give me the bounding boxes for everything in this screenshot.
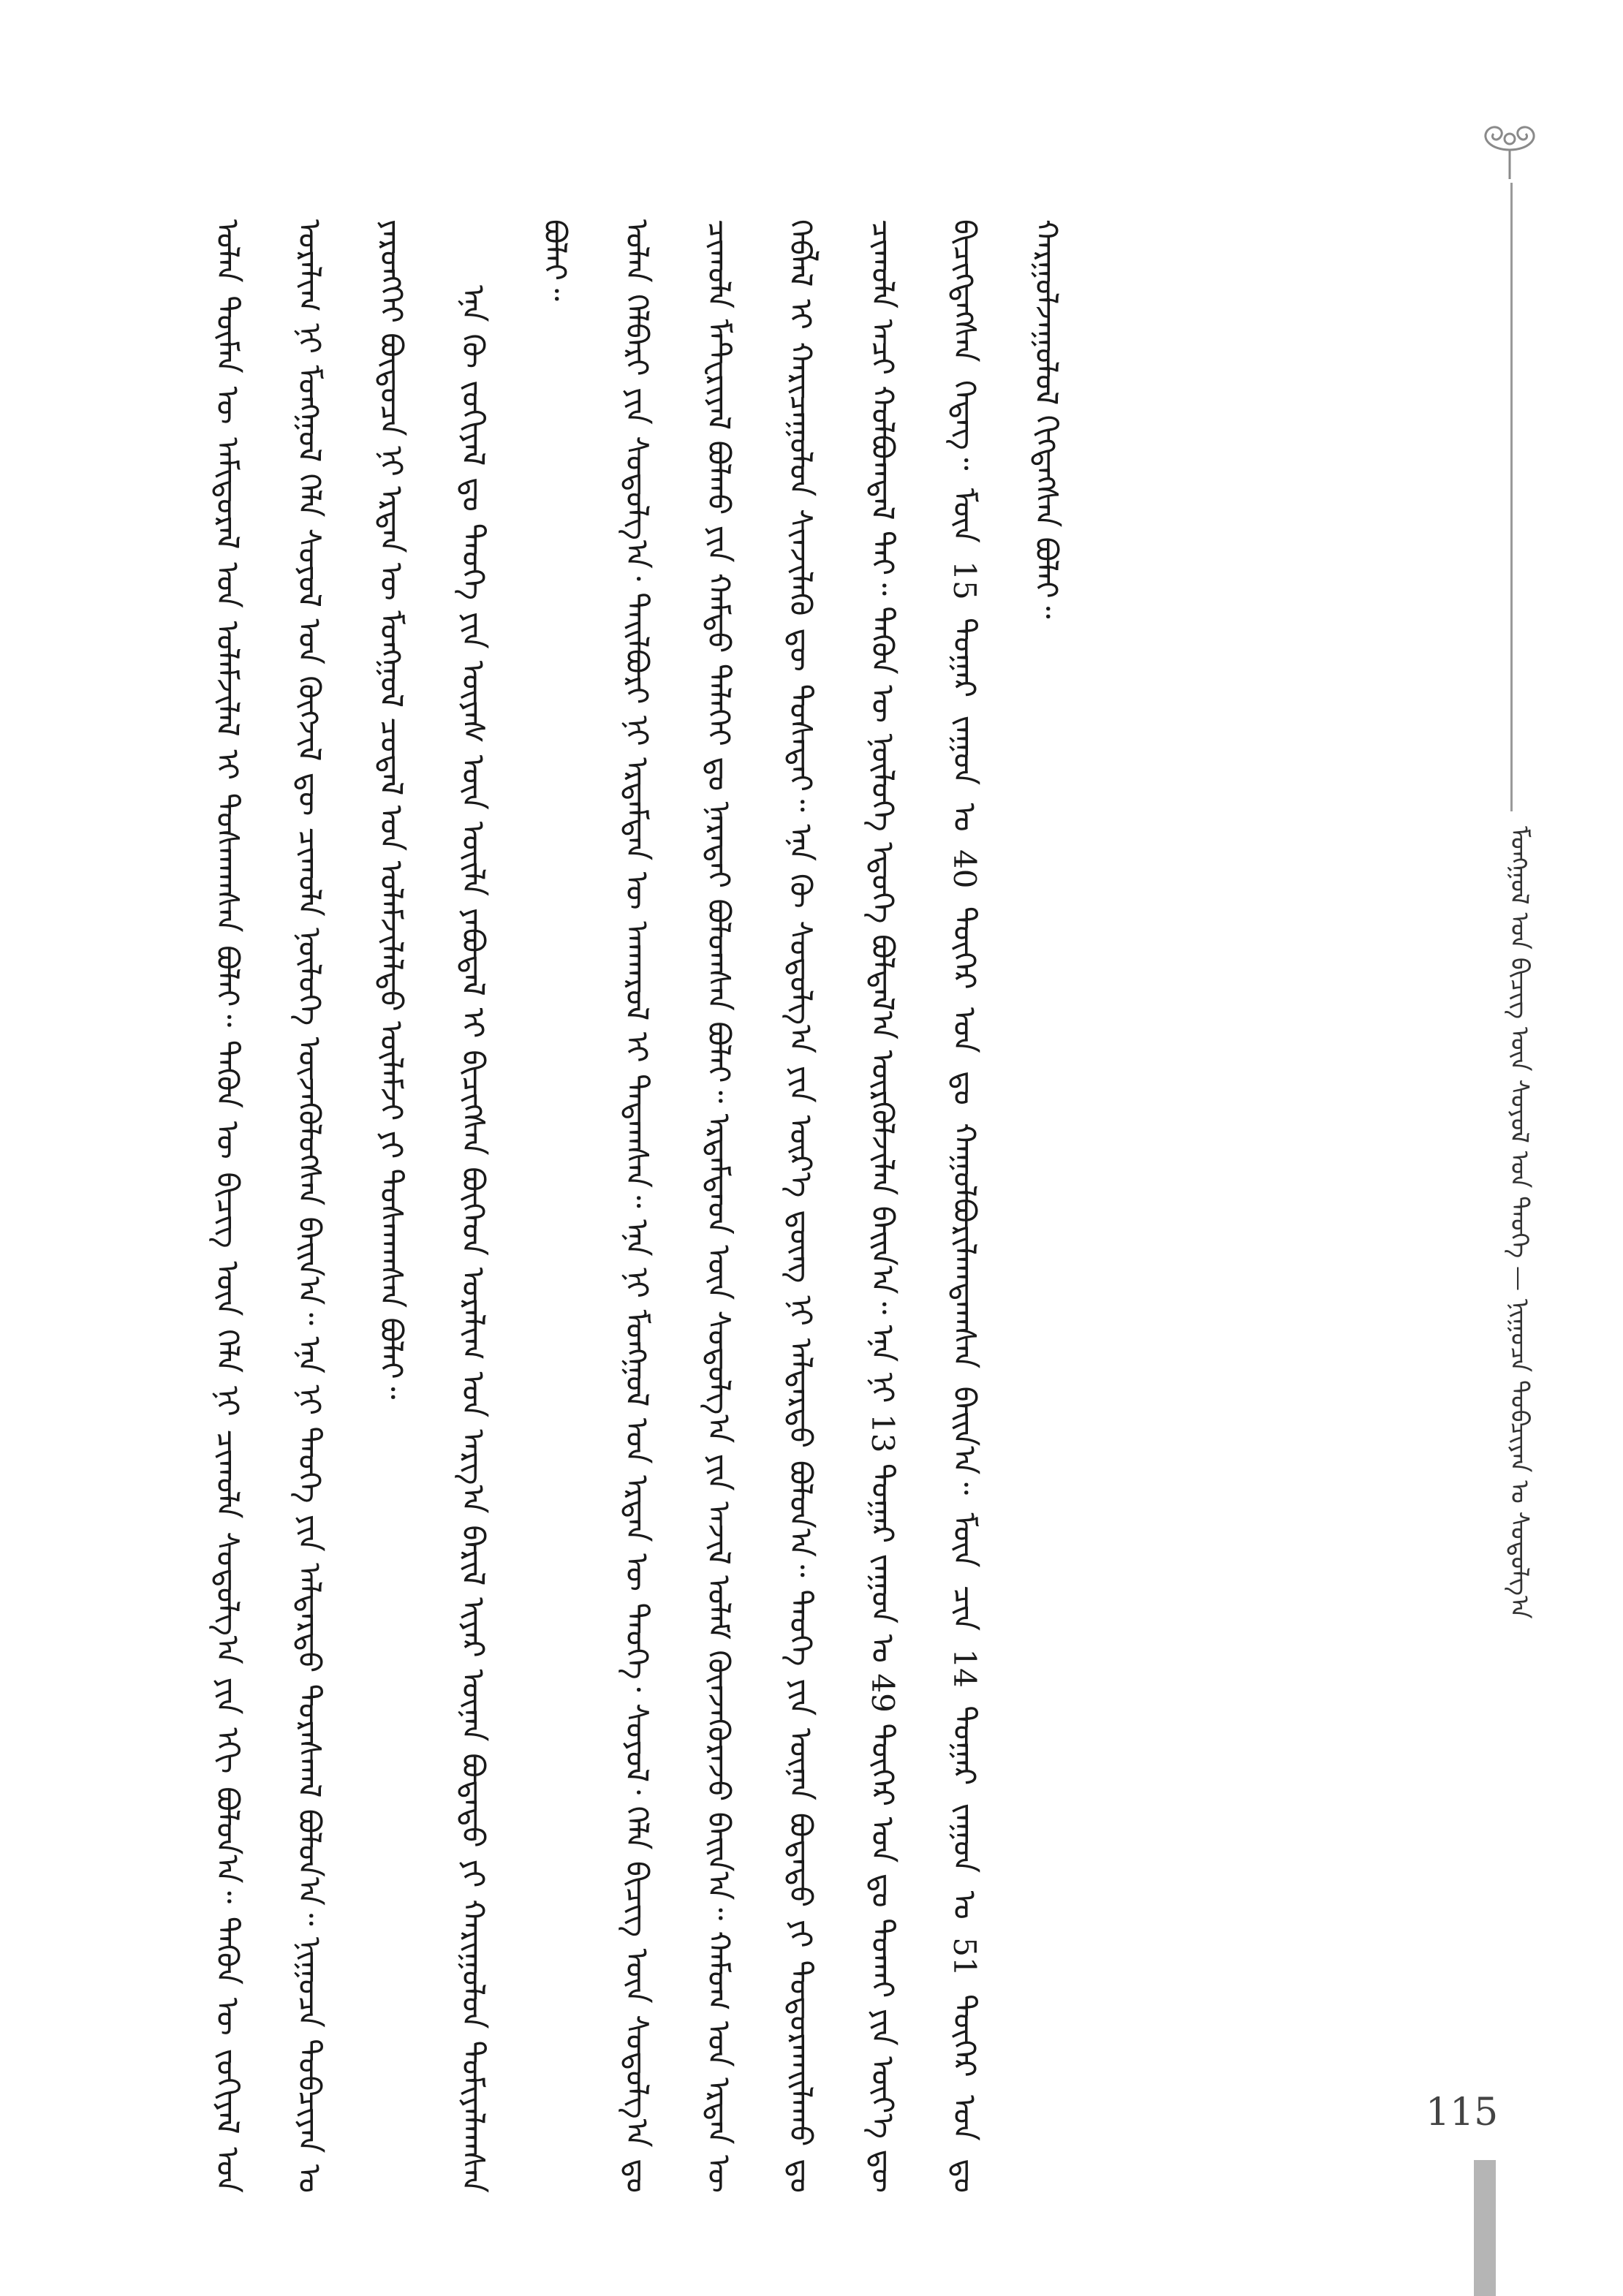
edge-tab [1474, 2160, 1496, 2296]
body-text [186, 219, 1349, 2193]
page-number: 115 [1426, 2091, 1499, 2134]
paragraph-1: ᠣᠯᠠᠨ ᠲᠦᠮᠡᠨ ᠦ ᠠᠮᠢᠳᠤᠷᠠᠯ ᠤᠨ ᠤᠯᠠᠮᠵᠢᠯᠠᠯ ᠢ ᠲᠤᠰᠬᠠᠭᠰᠠᠨ ᠪᠣᠯᠠᠢ᠃ ᠲᠡᠭᠦᠨ ᠦ ᠪᠢᠴᠢᠭ ᠦᠨ ᠬᠡᠯᠡ ᠨᠢ ᠴᠢᠬᠤᠯᠠ ᠰᠤᠳᠤᠯᠭ᠎ᠠ ᠶᠢᠨ ᠡᠬᠢ ᠪᠣᠯᠤᠨ᠎ᠠ᠃ ᠲᠡᠭᠦᠨ ᠦ ᠵᠣᠬᠢᠶᠠᠯ ᠤᠨ ᠤᠷᠠᠯᠢᠭ ᠨᠢ ᠮᠣᠩᠭᠣᠯ ᠬᠡᠯᠡ ᠰᠣᠶᠣᠯ ᠤᠨ ᠬᠥᠭᠵᠢᠯ ᠳᠦ ᠴᠢᠬᠤᠯᠠ ᠨᠥᠯᠦᠭᠡ ᠦᠵᠡᠭᠦᠯᠦᠭᠰᠡᠨ ᠪᠠᠢᠨ᠎ᠠ᠃ ᠡᠨᠡ ᠨᠢ ᠲᠡᠦᠬᠡ ᠶᠢᠨ ᠠᠯᠳᠠᠷᠲᠤ ᠳᠤᠷᠠᠰᠬᠠᠯ ᠪᠣᠯᠤᠨ᠎ᠠ᠃ ᠨᠢᠭᠤᠴᠠ ᠲᠤᠪᠴᠢᠶᠠᠨ ᠤ ᠶᠡᠷᠦᠩᠬᠡᠢ ᠪᠦᠲᠦᠴᠡ ᠨᠢ ᠡᠷᠲᠡᠨ ᠦ ᠮᠣᠩᠭᠣᠯ ᠴᠤᠳᠠᠯ ᠤᠨ ᠤᠯᠠᠮᠵᠢᠯᠠᠯᠲᠤ ᠦᠯᠡᠮᠵᠢ ᠶᠢ ᠲᠤᠰᠬᠠᠭᠰᠠᠨ ᠪᠣᠯᠠᠢ᠃ [210, 219, 409, 2193]
paragraph-2: ᠡᠨᠡ ᠬᠦ ᠵᠣᠬᠢᠶᠠᠯ ᠳᠤ ᠲᠡᠦᠬᠡ ᠶᠢᠨ ᠦᠶᠡᠰ ᠦᠨ ᠦᠢᠯᠡ ᠶᠠᠪᠤᠳᠠᠯ ᠢ ᠪᠢᠴᠢᠭᠰᠡᠨ ᠪᠥᠭᠡᠳ ᠤᠷᠠᠯᠢᠭ ᠤᠨ ᠠᠷᠭ᠎ᠠ ᠪᠠᠷᠢᠯ ᠢᠶᠠᠷ ᠦᠨᠡᠨ ᠪᠣᠳᠠᠳᠤ ᠶᠢ ᠬᠠᠷᠢᠭᠤᠯᠤᠨ ᠲᠣᠮᠢᠶᠠᠯᠠᠭᠰᠠᠨ ᠪᠣᠯᠠᠢ᠃ [455, 219, 573, 2193]
header-ornament-icon [1469, 117, 1550, 183]
paragraph-3: ᠣᠯᠠᠨ ᠬᠡᠯᠪᠡᠷᠢ ᠶᠢᠨ ᠰᠤᠳᠤᠯᠭ᠎ᠠ᠂ ᠲᠠᠢᠯᠪᠤᠷᠢ ᠨᠢ ᠡᠷᠳᠡᠮᠲᠡᠨ ᠦ ᠠᠨᠬᠠᠷᠤᠯ ᠢ ᠲᠠᠲᠠᠭᠰᠠᠨ᠃ ᠡᠨᠡ ᠨᠢ ᠮᠣᠩᠭᠣᠯ ᠤᠨ ᠡᠷᠲᠡᠨ ᠦ ᠲᠡᠦᠬᠡ᠂ ᠰᠣᠶᠣᠯ᠂ ᠬᠡᠯᠡ ᠪᠢᠴᠢᠭ ᠦᠨ ᠰᠤᠳᠤᠯᠭ᠎ᠠ ᠳᠤ ᠴᠢᠬᠤᠯᠠ ᠮᠠᠲᠧᠷᠢᠶᠠᠯ ᠪᠣᠯᠬᠤ ᠶᠢᠨ ᠬᠠᠮᠲᠤ ᠳᠡᠯᠡᠬᠡᠢ ᠳᠤ ᠨᠡᠷᠡᠲᠡᠢ ᠪᠣᠯᠤᠭᠰᠠᠨ ᠪᠣᠯᠠᠢ᠃ ᠡᠷᠳᠡᠮᠲᠡᠳ ᠦᠨ ᠰᠤᠳᠤᠯᠭ᠎ᠠ ᠶᠢᠨ ᠠᠵᠢᠯ ᠤᠯᠠᠮ ᠭᠦᠨᠵᠡᠭᠦᠷᠡᠵᠦ ᠪᠠᠢᠨ᠎ᠠ᠃ ᠬᠠᠮᠤᠭ ᠤᠨ ᠡᠷᠲᠡᠨ ᠦ ᠬᠡᠪᠯᠡᠯ ᠢ ᠬᠠᠷᠢᠴᠠᠭᠤᠯᠤᠨ ᠰᠢᠨᠵᠢᠯᠡᠬᠦ ᠳᠦ ᠲᠤᠰᠠᠲᠠᠢ᠃ ᠡᠨᠡ ᠬᠦ ᠰᠤᠳᠤᠯᠭ᠎ᠠ ᠶᠢᠨ ᠦᠷ᠎ᠡ ᠳ᠋ᠦᠩ ᠨᠢ ᠠᠯᠳᠠᠷᠲᠤ ᠪᠣᠯᠤᠨ᠎ᠠ᠃ ᠲᠡᠦᠬᠡ ᠶᠢᠨ ᠦᠨᠡᠨ ᠪᠣᠳᠠᠳᠤ ᠶᠢ ᠲᠣᠳᠤᠷᠬᠠᠢᠯᠠᠬᠤ ᠳᠤ ᠴᠢᠬᠤᠯᠠ ᠠᠴᠢ ᠬᠣᠯᠪᠣᠭᠳᠠᠯ ᠲᠠᠢ᠃ ᠲᠡᠭᠦᠨ ᠦ ᠨᠥᠯᠦᠭᠡ ᠡᠳᠦᠭᠡ ᠪᠣᠯᠲᠠᠯ᠎ᠠ ᠦᠷᠭᠦᠯᠵᠢᠯᠡᠨ ᠪᠠᠢᠨ᠎ᠠ᠃ ᠡᠨᠡ ᠨᠢ 13 ᠳᠤᠭᠠᠷ ᠵᠠᠭᠤᠨ ᠤ 49 ᠳᠦᠭᠡᠷ ᠣᠨ ᠳᠤ ᠲᠤᠬᠠᠢ ᠶᠢᠨ ᠦᠶ᠎ᠡ ᠳᠦ ᠪᠢᠴᠢᠭᠳᠡᠭᠰᠡᠨ ᠭᠡᠳᠡᠭ᠃ ᠮᠥᠨ 15 ᠳᠤᠭᠠᠷ ᠵᠠᠭᠤᠨ ᠤ 40 ᠳᠦᠭᠡᠷ ᠣᠨ ᠳᠤ ᠬᠠᠭᠤᠯᠪᠤᠷᠢᠯᠠᠭᠳᠠᠭᠰᠠᠨ ᠪᠠᠢᠨ᠎ᠠ᠃ ᠮᠥᠨ ᠴᠢᠨ 14 ᠳᠤᠭᠠᠷ ᠵᠠᠭᠤᠨ ᠤ 51 ᠳᠦᠭᠡᠷ ᠣᠨ ᠳᠤ ᠬᠠᠷᠭᠤᠯᠵᠠᠭᠤᠯᠤᠯ ᠬᠢᠭᠳᠡᠭᠰᠡᠨ ᠪᠣᠯᠠᠢ᠃ [619, 219, 1064, 2193]
running-head: ᠮᠣᠩᠭᠣᠯ ᠤᠨ ᠪᠢᠴᠢᠭ ᠦᠨ ᠰᠣᠶᠣᠯ ᠤᠨ ᠲᠡᠦᠬᠡ — ᠨᠢᠭᠤᠴᠠ ᠲᠤᠪᠴᠢᠶᠠᠨ ᠤ ᠰᠣᠳᠤᠯᠭ᠎ᠠ [1505, 826, 1534, 1619]
header-rule [1510, 183, 1513, 811]
